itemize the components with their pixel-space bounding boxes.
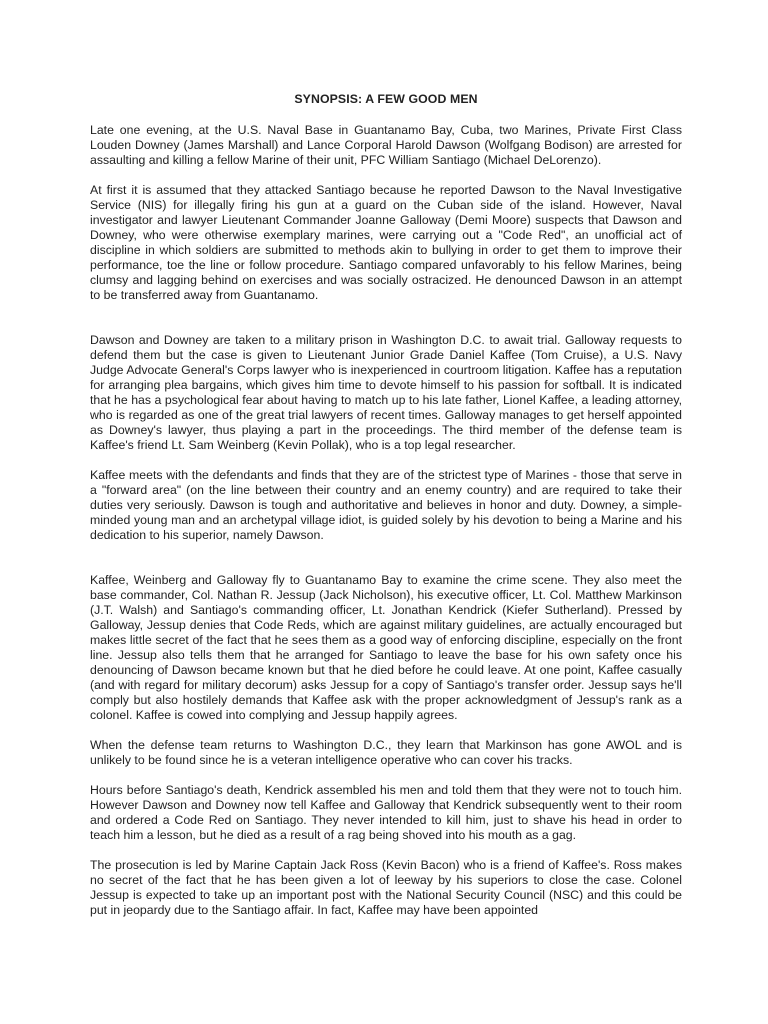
paragraph-2: At first it is assumed that they attacked Santiago because he reported Dawson to the Naval Investigative Service (NIS) for illegally firing his gun at a guard on the Cuban side of the island. However, Naval investigator and lawyer Lieutenant Commander Joanne Galloway (Demi Moore) suspects that Dawson and Downey, who were otherwise exemplary marines, were carrying out a "Code Red", an unofficial act of discipline in which soldiers are submitted to methods akin to bullying in order to get them to improve their performance, toe the line or follow procedure. Santiago compared unfavorably to his fellow Marines, being clumsy and lagging behind on exercises and was socially ostracized. He denounced Dawson in an attempt to be transferred away from Guantanamo. <box>90 183 682 302</box>
paragraph-3: Dawson and Downey are taken to a military prison in Washington D.C. to await trial. Galloway requests to defend them but the case is given to Lieutenant Junior Grade Daniel Kaffee (Tom Cruise), a U.S. Navy Judge Advocate General's Corps lawyer who is inexperienced in courtroom litigation. Kaffee has a reputation for arranging plea bargains, which gives him time to devote himself to his passion for softball. It is indicated that he has a psychological fear about having to match up to his late father, Lionel Kaffee, a leading attorney, who is regarded as one of the great trial lawyers of recent times. Galloway manages to get herself appointed as Downey's lawyer, thus playing a part in the proceedings. The third member of the defense team is Kaffee's friend Lt. Sam Weinberg (Kevin Pollak), who is a top legal researcher. <box>90 333 682 452</box>
paragraph-4: Kaffee meets with the defendants and finds that they are of the strictest type of Marines - those that serve in a "forward area" (on the line between their country and an enemy country) and are required to take their duties very seriously. Dawson is tough and authoritative and believes in honor and duty. Downey, a simple-minded young man and an archetypal village idiot, is guided solely by his devotion to being a Marine and his dedication to his superior, namely Dawson. <box>90 468 682 542</box>
paragraph-1: Late one evening, at the U.S. Naval Base in Guantanamo Bay, Cuba, two Marines, Private First Class Louden Downey (James Marshall) and Lance Corporal Harold Dawson (Wolfgang Bodison) are arrested for assaulting and killing a fellow Marine of their unit, PFC William Santiago (Michael DeLorenzo). <box>90 123 682 167</box>
document-title: SYNOPSIS: A FEW GOOD MEN <box>294 92 478 106</box>
paragraph-6: When the defense team returns to Washington D.C., they learn that Markinson has gone AWOL and is unlikely to be found since he is a veteran intelligence operative who can cover his tracks. <box>90 738 682 767</box>
paragraph-8: The prosecution is led by Marine Captain Jack Ross (Kevin Bacon) who is a friend of Kaffee's. Ross makes no secret of the fact that he has been given a lot of leeway by his superiors to close the case. Colonel Jessup is expected to take up an important post with the National Security Council (NSC) and this could be put in jeopardy due to the Santiago affair. In fact, Kaffee may have been appointed <box>90 858 682 917</box>
paragraph-5: Kaffee, Weinberg and Galloway fly to Guantanamo Bay to examine the crime scene. They also meet the base commander, Col. Nathan R. Jessup (Jack Nicholson), his executive officer, Lt. Col. Matthew Markinson (J.T. Walsh) and Santiago's commanding officer, Lt. Jonathan Kendrick (Kiefer Sutherland). Pressed by Galloway, Jessup denies that Code Reds, which are against military guidelines, are actually encouraged but makes little secret of the fact that he sees them as a good way of enforcing discipline, especially on the front line. Jessup also tells them that he arranged for Santiago to leave the base for his own safety once his denouncing of Dawson became known but that he died before he could leave. At one point, Kaffee casually (and with regard for military decorum) asks Jessup for a copy of Santiago's transfer order. Jessup says he'll comply but also hostilely demands that Kaffee ask with the proper acknowledgment of Jessup's rank as a colonel. Kaffee is cowed into complying and Jessup happily agrees. <box>90 573 682 722</box>
paragraph-7: Hours before Santiago's death, Kendrick assembled his men and told them that they were not to touch him. However Dawson and Downey now tell Kaffee and Galloway that Kendrick subsequently went to their room and ordered a Code Red on Santiago. They never intended to kill him, just to shave his head in order to teach him a lesson, but he died as a result of a rag being shoved into his mouth as a gag. <box>90 783 682 842</box>
